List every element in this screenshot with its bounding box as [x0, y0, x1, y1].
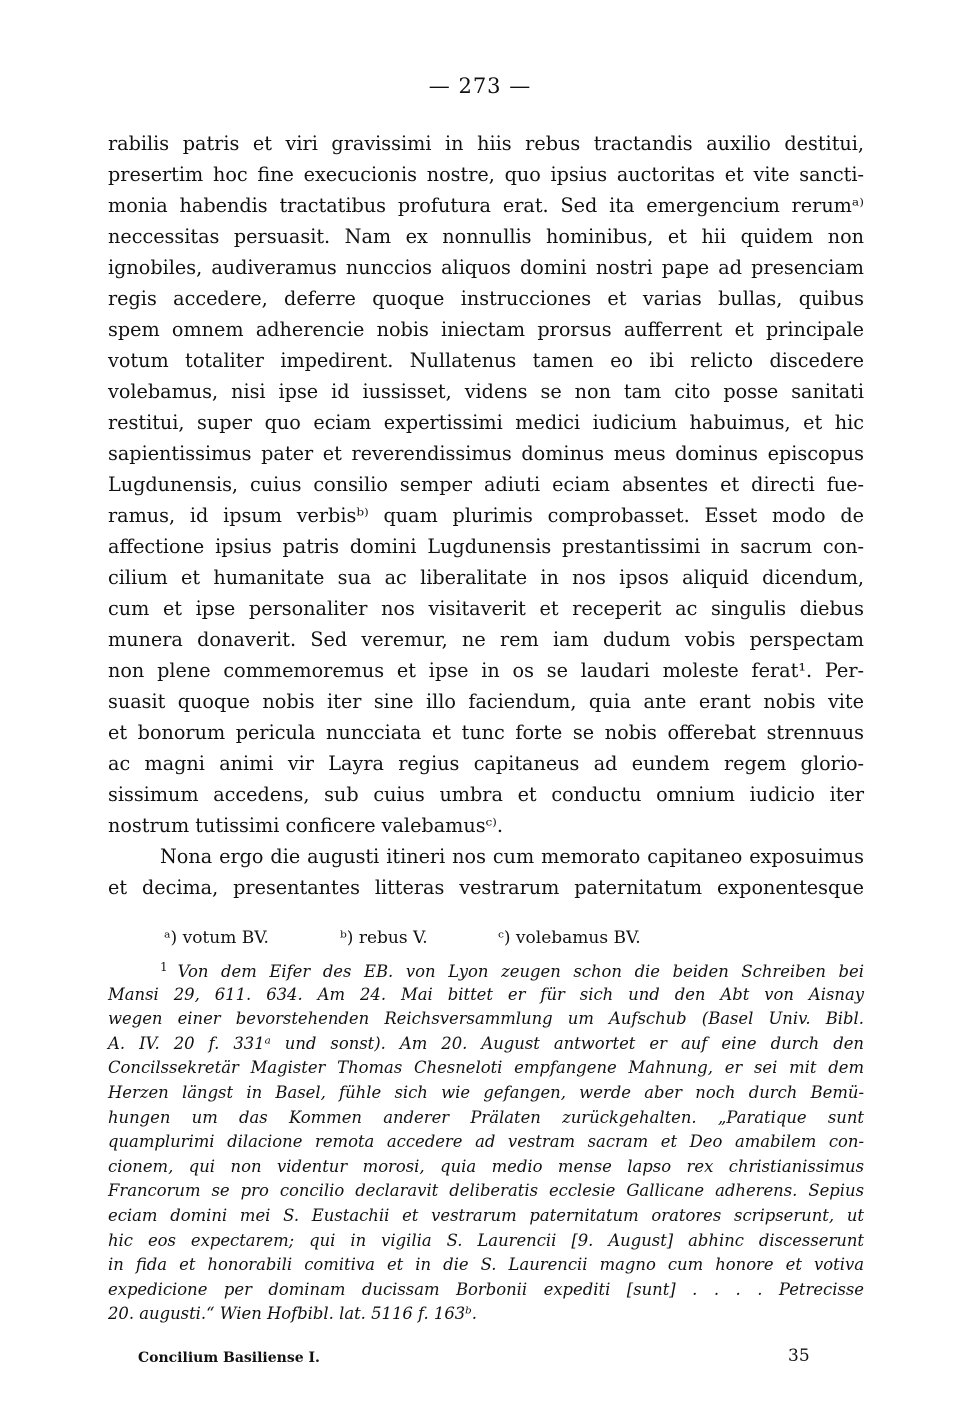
- footnote-line: Mansi 29, 611. 634. Am 24. Mai bittet er für sich und den Abt von Aisnay: [108, 984, 864, 1004]
- text-line: rabilis patris et viri gravissimi in hiis rebus tractandis auxilio destitui,: [108, 132, 864, 155]
- text-line: et bonorum pericula nuncciata et tunc forte se nobis offerebat strennuus: [108, 721, 864, 744]
- variant-note-a: ᵃ) votum BV.: [164, 928, 269, 948]
- text-line: presertim hoc fine execucionis nostre, quo ipsius auctoritas et vite sancti-: [108, 163, 864, 186]
- text-line: regis accedere, deferre quoque instrucciones et varias bullas, quibus: [108, 287, 864, 310]
- text-line: neccessitas persuasit. Nam ex nonnullis hominibus, et hii quidem non: [108, 225, 864, 248]
- text-line: munera donaverit. Sed veremur, ne rem iam dudum vobis perspectam: [108, 628, 864, 651]
- text-line: sissimum accedens, sub cuius umbra et conductu omnium iudicio iter: [108, 783, 864, 806]
- footnote-line: wegen einer bevorstehenden Reichsversammlung um Aufschub (Basel Univ. Bibl.: [108, 1009, 864, 1029]
- variant-note-c: ᶜ) volebamus BV.: [498, 928, 641, 948]
- paragraph-line: et decima, presentantes litteras vestrarum paternitatum exponentesque: [108, 876, 864, 899]
- text-line: non plene commemoremus et ipse in os se laudari moleste ferat¹. Per-: [108, 659, 864, 682]
- text-line: suasit quoque nobis iter sine illo faciendum, quia ante erant nobis vite: [108, 690, 864, 713]
- text-line: spem omnem adherencie nobis iniectam prorsus aufferrent et principale: [108, 318, 864, 341]
- text-line: ignobiles, audiveramus nunccios aliquos domini nostri pape ad presenciam: [108, 256, 864, 279]
- sheet-number: 35: [788, 1346, 810, 1366]
- footnote-line: expedicione per dominam ducissam Borbonii expediti [sunt] . . . . Petrecisse: [108, 1279, 864, 1299]
- footnote-line: 20. augusti.“ Wien Hofbibl. lat. 5116 f. 163ᵇ.: [108, 1304, 477, 1324]
- signature-mark: Concilium Basiliense I.: [138, 1350, 320, 1366]
- footnote-line: in fida et honorabili comitiva et in die S. Laurencii magno cum honore et votiva: [108, 1255, 864, 1275]
- footnote-number: 1: [160, 960, 168, 974]
- text-line: affectione ipsius patris domini Lugdunensis prestantissimi in sacrum con-: [108, 535, 864, 558]
- footnote-line: $^1$ Von dem Eifer des EB. von Lyon zeugen schon die beiden Schreiben bei: [160, 960, 864, 981]
- footnote-line: hungen um das Kommen anderer Prälaten zurückgehalten. „Paratique sunt: [108, 1107, 864, 1127]
- text-line: restitui, super quo eciam expertissimi medici iudicium habuimus, et hic: [108, 411, 864, 434]
- footnote-line: Francorum se pro concilio declaravit deliberatis ecclesie Gallicane adherens. Sepius: [108, 1181, 864, 1201]
- text-line: ramus, id ipsum verbisᵇ⁾ quam plurimis comprobasset. Esset modo de: [108, 504, 864, 527]
- text-line: monia habendis tractatibus profutura erat. Sed ita emergencium rerumᵃ⁾: [108, 194, 864, 217]
- text-line: cum et ipse personaliter nos visitaverit et receperit ac singulis diebus: [108, 597, 864, 620]
- footnote-line: eciam domini mei S. Eustachii et vestrarum paternitatum oratores scripserunt, ut: [108, 1206, 864, 1225]
- page-number: — 273 —: [428, 74, 532, 98]
- footnote-line: quamplurimi dilacione remota accedere ad vestram sacram et Deo amabilem con-: [108, 1132, 864, 1152]
- footnote-line: cionem, qui non videntur morosi, quia medio mense lapso rex christianissimus: [108, 1156, 864, 1176]
- footnote-line: Herzen längst in Basel, fühle sich wie gefangen, werde aber noch durch Bemü-: [108, 1083, 864, 1102]
- text-line: cilium et humanitate sua ac liberalitate in nos ipsos aliquid dicendum,: [108, 566, 864, 589]
- text-line: volebamus, nisi ipse id iussisset, videns se non tam cito posse sanitati: [108, 380, 864, 403]
- variant-note-b: ᵇ) rebus V.: [340, 928, 428, 948]
- text-line: ac magni animi vir Layra regius capitaneus ad eundem regem glorio-: [108, 752, 864, 775]
- text-line: sapientissimus pater et reverendissimus dominus meus dominus episcopus: [108, 442, 864, 465]
- footnote-line: Concilssekretär Magister Thomas Chesneloti empfangene Mahnung, er sei mit dem: [108, 1058, 864, 1078]
- footnote-line: hic eos expectarem; qui in vigilia S. Laurencii [9. August] abhinc discesserunt: [108, 1230, 864, 1250]
- text-line: Lugdunensis, cuius consilio semper adiuti eciam absentes et directi fue-: [108, 473, 864, 496]
- text-line: nostrum tutissimi conficere valebamusᶜ⁾.: [108, 814, 503, 837]
- footnote-line: A. IV. 20 f. 331ᵃ und sonst). Am 20. August antwortet er auf eine durch den: [108, 1033, 864, 1053]
- paragraph-line: Nona ergo die augusti itineri nos cum memorato capitaneo exposuimus: [160, 845, 864, 868]
- text-line: votum totaliter impedirent. Nullatenus tamen eo ibi relicto discedere: [108, 349, 864, 372]
